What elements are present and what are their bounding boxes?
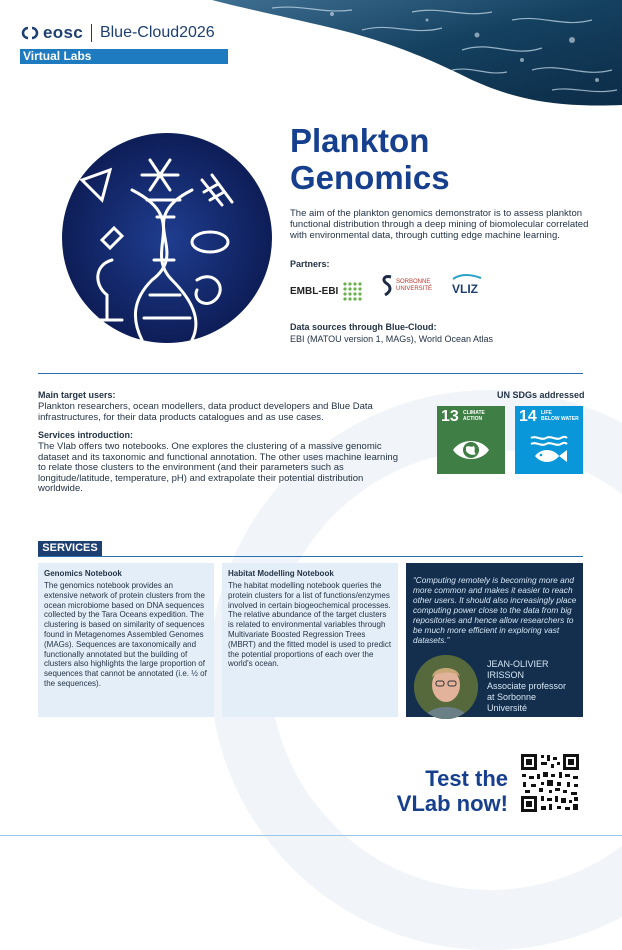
embl-ebi-logo [290,280,363,302]
embl-dots-icon [341,280,363,302]
services-intro-text: The Vlab offers two notebooks. One explores the clustering of a massive genomic dataset and its taxonomic and functional annotation. The other uses machine learning to relate those clusters to the environment (and their parameters such as longitude/latitude, temperature, pH) and extrapolate their potential distribution worldwide. [38,441,399,494]
person-role-line-3: Université [487,703,528,713]
sdg-13-number: 13 [441,408,459,425]
person-role-line-1: Associate professor [487,681,567,691]
person-name-line-1: JEAN-OLIVIER [487,659,549,669]
plankton-dna-illustration [62,120,272,356]
main-target-text: Plankton researchers, ocean modellers, data product developers and Blue Data infrastructures, for their data products catalogues and as use cases. [38,401,373,423]
footer-line [0,835,622,836]
fish-waves-icon [529,434,569,466]
genomics-notebook-title: Genomics Notebook [44,569,122,578]
sorbonne-line-1: SORBONNE [396,279,431,285]
avatar [414,655,478,719]
title-line-1: Plankton [290,122,430,159]
genomics-notebook-card [38,563,214,717]
data-sources-text: EBI (MATOU version 1, MAGs), World Ocean Atlas [290,334,494,344]
person-name-line-2: IRISSON [487,670,525,680]
bluecloud-logo-text: Blue-Cloud2026 [99,24,215,41]
sdg-13-label-line-1: CLIMATE [463,410,485,416]
sdg-13-label [463,410,485,422]
person-role-line-2: at Sorbonne [487,692,537,702]
eosc-logo-icon [20,26,40,40]
intro-text: The aim of the plankton genomics demonstrator is to assess plankton functional distribution through a deep mining of biomolecular correlated with environmental data, through cutting edge machine learning. [290,208,589,241]
vliz-logo [452,274,478,296]
ocean-wave-image [212,0,622,110]
habitat-notebook-title: Habitat Modelling Notebook [228,569,334,578]
virtual-labs-banner: Virtual Labs [20,49,228,64]
sorbonne-s-icon [380,274,394,298]
habitat-notebook-body: The habitat modelling notebook queries the protein clusters for a list of functions/enzymes involved in certain biogeochemical processes. The relative abundance of the target clusters is related to environmental variables through Multivariate Boosted Regression Trees (MBRT) and the fitted model is used to predict the potential proportions of each over the world's ocean. [228,581,392,669]
sdg-14-label [541,410,579,422]
testimonial-quote: “Computing remotely is becoming more and more common and makes it easier to reach other users. It should also increasingly place computing power close to the data from big repositories and hence allow researchers to be much more efficient in exploring vast datasets.” [413,575,577,645]
sorbonne-logo [380,274,432,298]
qr-code[interactable] [519,752,581,814]
vliz-wave-icon [452,274,482,282]
person-info [487,659,566,714]
sorbonne-logo-text [396,279,432,293]
sdg-13-tile [437,406,505,474]
sdg-14-label-line-2: BELOW WATER [541,416,579,422]
vliz-logo-text: VLIZ [452,282,478,296]
main-target-label: Main target users: [38,390,116,400]
sdg-14-number: 14 [519,408,537,425]
page-title [290,122,450,196]
services-intro-label: Services introduction: [38,430,134,440]
sdg-13-label-line-2: ACTION [463,416,483,422]
eye-earth-icon [451,434,491,466]
sdgs-label: UN SDGs addressed [497,390,585,400]
title-line-2: Genomics [290,159,450,196]
genomics-notebook-body: The genomics notebook provides an extensive network of protein clusters from the ocean microbiome based on DNA sequences collected by the Tara Oceans expedition. The clustering is based on similarity of sequences found in Metagenomes Assembled Genomes (MAGs). Sequences are taxonomically and functionally annotated but the building of clusters also highlights the large proportion of sequences that cannot be annotated (i.e. ½ of the sequences). [44,581,207,688]
logo-separator [91,24,92,42]
sdg-14-tile [515,406,583,474]
header-logos [20,22,215,44]
services-tag: SERVICES [38,541,102,556]
divider-top [38,373,583,374]
sdg-14-label-line-1: LIFE [541,410,552,416]
partners-label: Partners: [290,259,330,269]
divider-services [38,556,583,557]
habitat-notebook-card [222,563,398,717]
cta-line-2: VLab now! [396,791,508,816]
embl-ebi-logo-text: EMBL-EBI [290,285,339,297]
cta-text[interactable] [388,766,508,816]
eosc-logo-text: eosc [43,23,83,42]
data-sources-label: Data sources through Blue-Cloud: [290,322,437,332]
cta-line-1: Test the [425,766,508,791]
partners-logos [290,272,500,302]
sorbonne-line-2: UNIVERSITÉ [396,286,433,292]
